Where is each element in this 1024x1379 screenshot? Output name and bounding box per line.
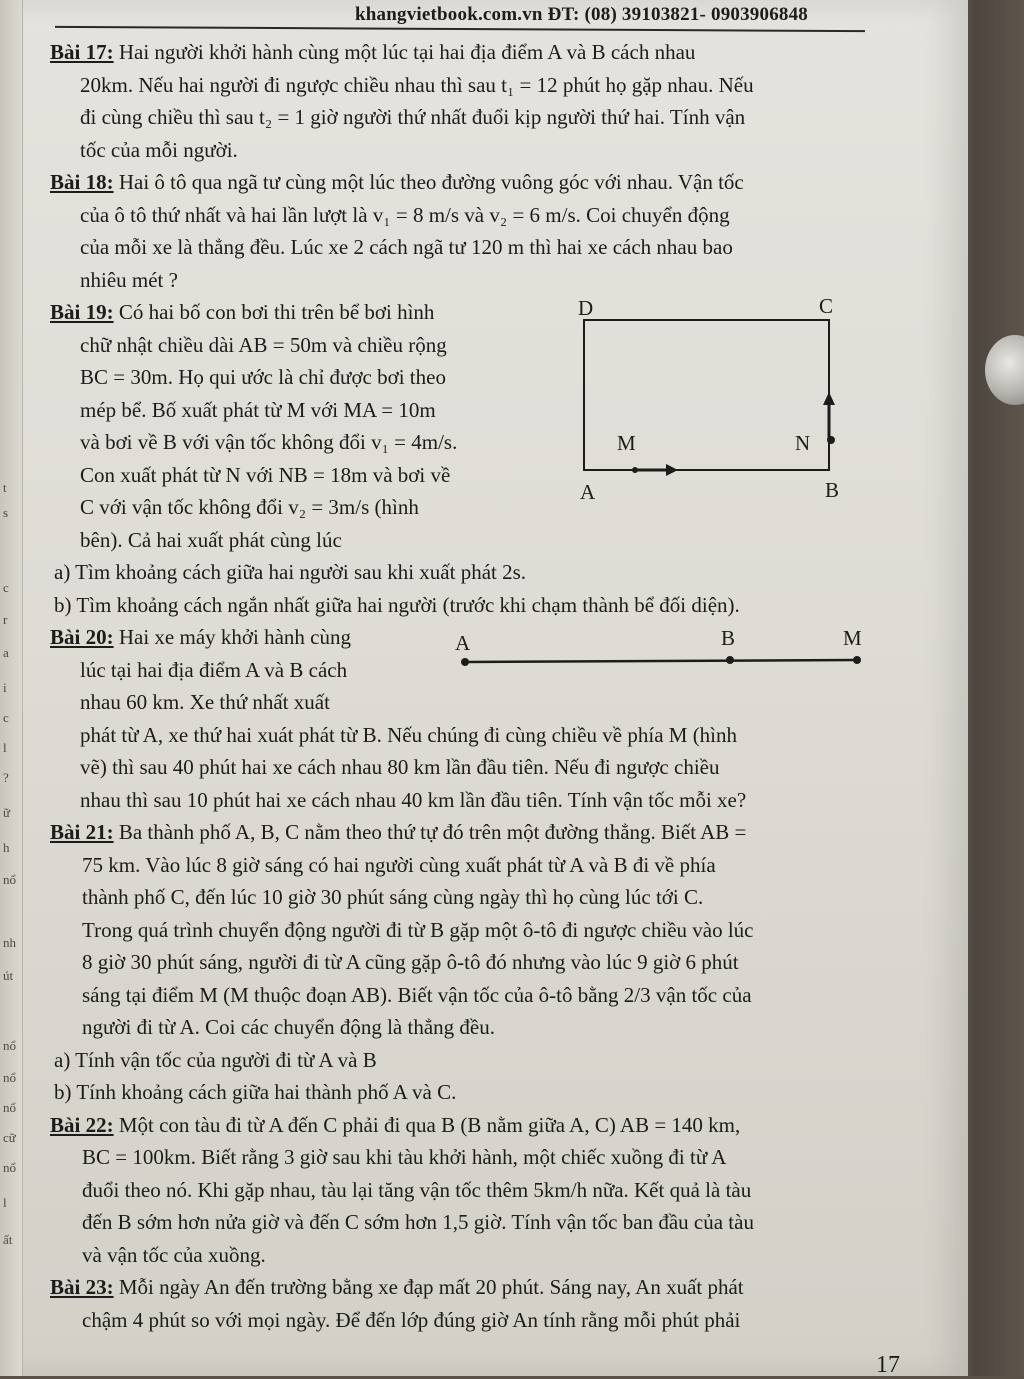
- problem-line: [50, 1271, 910, 1304]
- page-content: [50, 36, 910, 1336]
- problem-line: C với vận tốc không đổi v₂ = 3m/s (hình: [80, 495, 419, 519]
- page-header: khangvietbook.com.vn ĐT: (08) 39103821- 0903906848: [355, 4, 808, 25]
- problem-22: [50, 1109, 910, 1272]
- problem-line: đi cùng chiều thì sau t₂ = 1 giờ người thứ nhất đuổi kịp người thứ hai. Tính vận: [80, 105, 746, 129]
- label-d: D: [578, 296, 594, 320]
- label-b: B: [825, 478, 840, 502]
- problem-line: nhau thì sau 10 phút hai xe cách nhau 40 km lần đầu tiên. Tính vận tốc mỗi xe?: [80, 787, 747, 812]
- label-b: B: [721, 626, 736, 650]
- problem-line: [50, 621, 420, 654]
- edge-mark: c: [3, 580, 9, 595]
- label-c: C: [819, 294, 834, 318]
- problem-21: [50, 816, 910, 1109]
- problem-text: Hai ô tô qua ngã tư cùng một lúc theo đường vuông góc với nhau. Vận tốc: [113, 170, 744, 194]
- problem-text: Có hai bố con bơi thi trên bể bơi hình: [113, 300, 435, 324]
- problem-text: Ba thành phố A, B, C nằm theo thứ tự đó trên một đường thẳng. Biết AB =: [113, 820, 747, 844]
- road-diagram: [445, 620, 875, 680]
- problem-label: Bài 18:: [50, 170, 114, 194]
- problem-line: người đi từ A. Coi các chuyển động là thẳng đều.: [82, 1015, 495, 1039]
- problem-label: Bài 20:: [50, 625, 114, 649]
- problem-label: Bài 22:: [50, 1112, 114, 1137]
- problem-line: Con xuất phát từ N với NB = 18m và bơi về: [80, 462, 451, 487]
- problem-line: lúc tại hai địa điểm A và B cách: [80, 657, 348, 682]
- son-arrow-head: [823, 392, 835, 405]
- question-line: a) Tính vận tốc của người đi từ A và B: [54, 1047, 377, 1072]
- edge-mark: nổ: [3, 1160, 16, 1175]
- edge-mark: i: [3, 680, 7, 695]
- edge-mark: t: [3, 480, 7, 495]
- edge-mark: ữ: [3, 805, 11, 820]
- problem-line: thành phố C, đến lúc 10 giờ 30 phút sáng cùng ngày thì họ cùng lúc tới C.: [82, 885, 704, 909]
- problem-line: nhau 60 km. Xe thứ nhất xuất: [80, 690, 330, 714]
- edge-mark: nổ: [3, 872, 16, 887]
- edge-mark: l: [3, 1195, 7, 1210]
- point-m-dot: [853, 656, 861, 664]
- edge-mark: r: [3, 612, 8, 627]
- edge-mark: h: [3, 840, 10, 855]
- edge-mark: a: [3, 645, 9, 660]
- problem-line: [50, 36, 910, 69]
- problem-line: tốc của mỗi người.: [80, 137, 238, 162]
- label-m: M: [617, 431, 636, 455]
- problem-line: nhiêu mét ?: [80, 267, 178, 292]
- problem-line: của ô tô thứ nhất và hai lần lượt là v₁ = 8 m/s và v₂ = 6 m/s. Coi chuyển động: [80, 202, 730, 227]
- father-arrow-head: [666, 464, 678, 476]
- problem-17: [50, 36, 910, 166]
- edge-mark: c: [3, 710, 9, 725]
- edge-mark: s: [3, 505, 9, 520]
- edge-mark: ?: [3, 770, 9, 785]
- problem-line: 75 km. Vào lúc 8 giờ sáng có hai người cùng xuất phát từ A và B đi về phía: [82, 852, 716, 877]
- edge-mark: l: [3, 740, 7, 755]
- pool-diagram: [570, 290, 850, 510]
- problem-line: BC = 100km. Biết rằng 3 giờ sau khi tàu khởi hành, một chiếc xuồng đi từ A: [82, 1145, 727, 1169]
- problem-line: chậm 4 phút so với mọi ngày. Để đến lớp đúng giờ An tính rằng mỗi phút phải: [82, 1307, 741, 1332]
- problem-line: của mỗi xe là thẳng đều. Lúc xe 2 cách ngã tư 120 m thì hai xe cách nhau bao: [80, 235, 733, 259]
- point-a-dot: [461, 658, 469, 666]
- problem-line: [50, 166, 910, 199]
- problem-line: và bơi về B với vận tốc không đổi v₁ = 4m/s.: [80, 430, 458, 454]
- question-line: b) Tìm khoảng cách ngắn nhất giữa hai người (trước khi chạm thành bể đối diện).: [54, 592, 740, 617]
- problem-line: 20km. Nếu hai người đi ngược chiều nhau thì sau t₁ = 12 phút họ gặp nhau. Nếu: [80, 72, 754, 97]
- problem-line: đến B sớm hơn nửa giờ và đến C sớm hơn 1,5 giờ. Tính vận tốc ban đầu của tàu: [82, 1210, 754, 1234]
- problem-line: Trong quá trình chuyển động người đi từ B gặp một ô-tô đi ngược chiều vào lúc: [82, 917, 754, 942]
- label-m: M: [843, 626, 862, 650]
- edge-mark: nổ: [3, 1038, 16, 1053]
- problem-label: Bài 19:: [50, 300, 114, 324]
- edge-mark: cữ: [3, 1130, 16, 1145]
- problem-line: [50, 1109, 910, 1142]
- problem-line: 8 giờ 30 phút sáng, người đi từ A cũng gặp ô-tô đó nhưng vào lúc 9 giờ 6 phút: [82, 950, 739, 974]
- point-n-dot: [827, 436, 835, 444]
- problem-18: [50, 166, 910, 296]
- label-a: A: [580, 480, 596, 504]
- problem-23: [50, 1271, 910, 1336]
- road-line: [465, 660, 857, 662]
- edge-mark: nổ: [3, 1070, 16, 1085]
- page-number: 17: [876, 1352, 900, 1378]
- problem-line: sáng tại điểm M (M thuộc đoạn AB). Biết vận tốc của ô-tô bằng 2/3 vận tốc của: [82, 982, 752, 1007]
- problem-line: đuổi theo nó. Khi gặp nhau, tàu lại tăng vận tốc thêm 5km/h nữa. Kết quả là tàu: [82, 1177, 752, 1202]
- edge-mark: út: [3, 968, 14, 983]
- problem-line: phát từ A, xe thứ hai xuát phát từ B. Nếu chúng đi cùng chiều về phía M (hình: [80, 722, 738, 747]
- problem-line: mép bể. Bố xuất phát từ M với MA = 10m: [80, 397, 436, 422]
- edge-mark: nổ: [3, 1100, 16, 1115]
- label-n: N: [795, 431, 811, 455]
- point-b-dot: [726, 656, 734, 664]
- problem-label: Bài 17:: [50, 40, 114, 64]
- edge-marks: [0, 0, 22, 1376]
- point-m-dot: [632, 467, 638, 473]
- problem-line: BC = 30m. Họ qui ước là chỉ được bơi theo: [80, 365, 446, 389]
- problem-line: [50, 816, 910, 849]
- problem-line: và vận tốc của xuồng.: [82, 1242, 266, 1267]
- label-a: A: [455, 631, 471, 655]
- question-line: b) Tính khoảng cách giữa hai thành phố A và C.: [54, 1080, 457, 1104]
- problem-text: Một con tàu đi từ A đến C phải đi qua B (B nằm giữa A, C) AB = 140 km,: [113, 1112, 741, 1137]
- problem-line: bên). Cả hai xuất phát cùng lúc: [80, 527, 342, 552]
- question-line: a) Tìm khoảng cách giữa hai người sau khi xuất phát 2s.: [54, 560, 527, 584]
- problem-label: Bài 23:: [50, 1275, 114, 1299]
- problem-text: Mỗi ngày An đến trường bằng xe đạp mất 20 phút. Sáng nay, An xuất phát: [113, 1275, 744, 1299]
- problem-line: [50, 296, 525, 329]
- problem-label: Bài 21:: [50, 820, 114, 844]
- header-rule: [55, 26, 865, 32]
- edge-mark: ất: [3, 1232, 13, 1247]
- edge-mark: nh: [3, 935, 16, 950]
- problem-text: Hai người khởi hành cùng một lúc tại hai địa điểm A và B cách nhau: [113, 40, 696, 64]
- problem-line: chữ nhật chiều dài AB = 50m và chiều rộng: [80, 332, 447, 357]
- problem-line: vẽ) thì sau 40 phút hai xe cách nhau 80 km lần đầu tiên. Nếu đi ngược chiều: [80, 755, 720, 779]
- problem-text: Hai xe máy khởi hành cùng: [113, 625, 351, 649]
